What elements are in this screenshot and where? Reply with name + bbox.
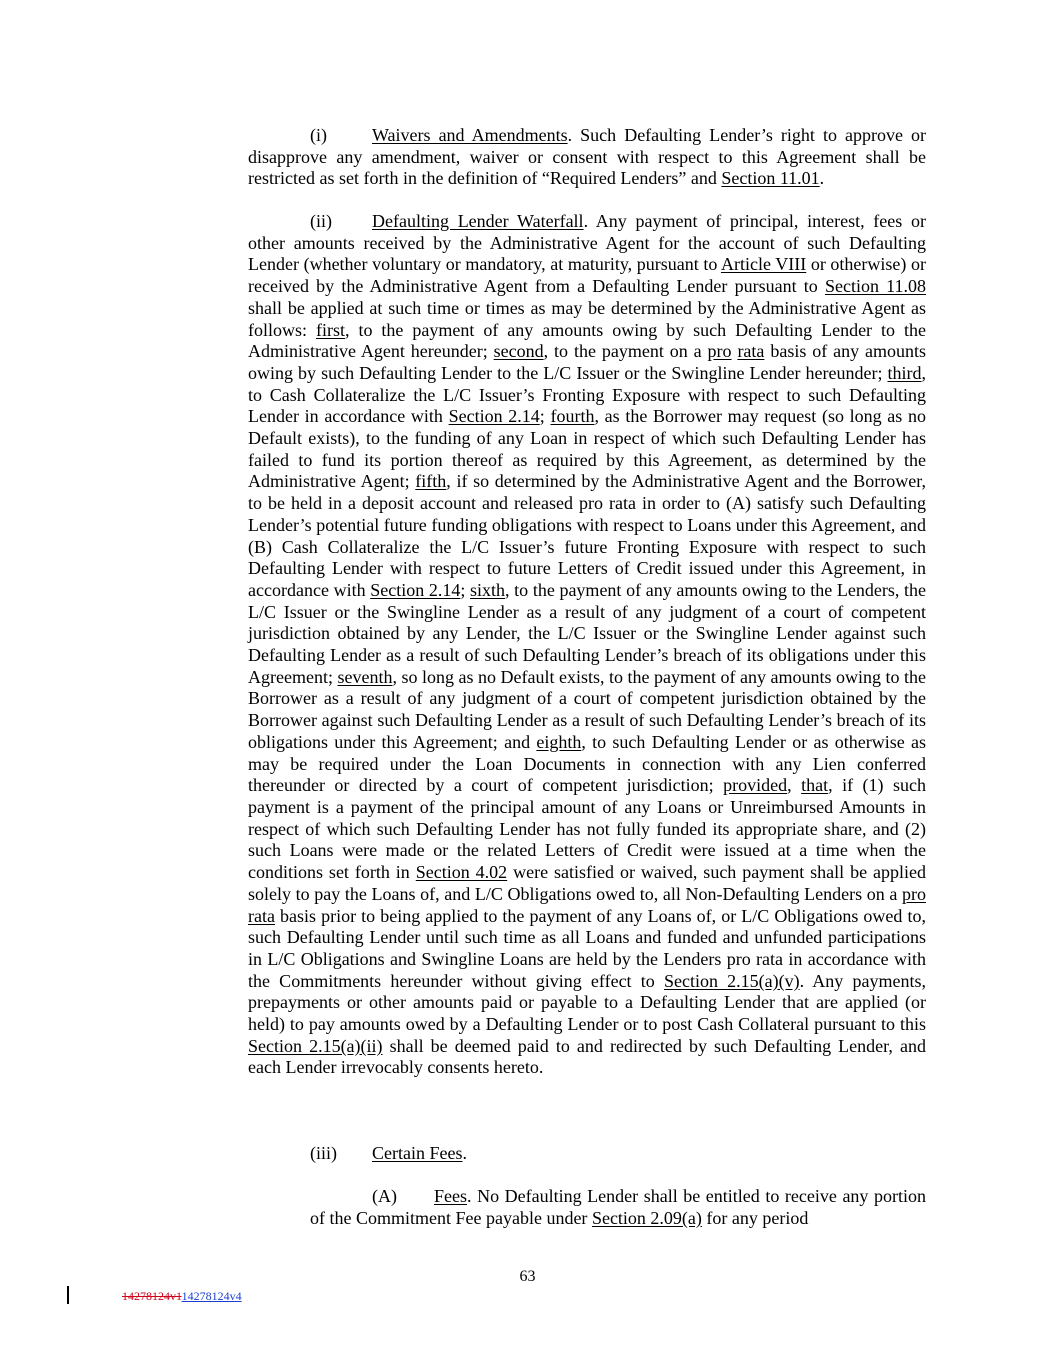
document-id: [122, 1289, 242, 1303]
ordinal-term: eighth: [536, 731, 582, 752]
clause-text: , to the payment on a: [543, 341, 708, 362]
clause-text: , if so determined by the Administrative Agent and the Borrower, to be held in a deposit account and released pro rata in order to (A) satisfy such Defaulting Lender’s potential future funding obligations with respect to Loans under this Agreement, and (B) Cash Collateralize the L/C Issuer’s future Fronting Exposure with respect to such Defaulting Lender with respect to future Letters of Credit issued under this Agreement, in accordance with: [248, 471, 926, 600]
clause-heading: Waivers and Amendments: [372, 125, 568, 145]
revision-change-bar: [67, 1286, 69, 1304]
clause-heading: Defaulting Lender Waterfall: [372, 211, 584, 231]
section-reference: Section 4.02: [415, 862, 508, 883]
paragraph-iii-certain-fees: [248, 1143, 926, 1165]
clause-text: , to Cash Collateralize the L/C Issuer’s Fronting Exposure with respect to such Defaulting Lender in accordance with: [248, 362, 926, 427]
latin-term: pro: [902, 883, 926, 904]
ordinal-term: second: [493, 341, 544, 362]
clause-text: shall be applied at such time or times as may be determined by the Administrative Agent as follows:: [248, 297, 926, 340]
clause-text: shall be deemed paid to and redirected by such Defaulting Lender, and each Lender irrevocably consents hereto.: [248, 1035, 926, 1078]
page-number: 63: [519, 1268, 536, 1285]
ordinal-term: sixth: [470, 579, 506, 600]
clause-text: , if (1) such payment is a payment of the principal amount of any Loans or Unreimbursed Amounts in respect of which such Defaulting Lender has not fully funded its appropriate share, and (2) such Loans were made or the related Letters of Credit were issued at a time when the conditions set forth in: [248, 775, 926, 883]
section-reference: Article VIII: [720, 254, 807, 275]
paragraph-ii-waterfall: [248, 211, 926, 1079]
clause-number: (ii): [310, 211, 332, 231]
clause-text: , to the payment of any amounts owing to the Lenders, the L/C Issuer or the Swingline Lender as a result of any judgment of a court of competent jurisdiction obtained by any Lender, the L/C Issuer or the Swingline Lender against such Defaulting Lender as a result of such Defaulting Lender’s breach of its obligations under this Agreement;: [248, 579, 926, 687]
ordinal-term: third: [887, 362, 922, 383]
document-id-deleted: 14278124v1: [122, 1289, 182, 1303]
clause-text: for any period: [701, 1207, 809, 1228]
clause-text: were satisfied or waived, such payment shall be applied solely to pay the Loans of, and L/C Obligations owed to, all Non-Defaulting Lenders on a: [248, 862, 927, 904]
paragraph-a-fees: [248, 1186, 926, 1229]
clause-text: basis prior to being applied to the payment of any Loans of, or L/C Obligations owed to, such Defaulting Lender until such time as all Loans and funded and unfunded participations in L/C Obligations and Swingline Loans are held by the Lenders pro rata in accordance with the Commitments hereunder without giving effect to: [248, 905, 926, 991]
clause-text: , to such Defaulting Lender or as otherwise as may be required under the Loan Documents in connection with any Lien conferred thereunder or directed by a court of competent jurisdiction;: [248, 731, 926, 796]
clause-text: , as the Borrower may request (so long as no Default exists), to the funding of any Loan in respect of which such Defaulting Lender has failed to fund its portion thereof as required by this Agreement, as determined by the Administrative Agent;: [248, 406, 926, 492]
clause-text: .: [819, 168, 825, 189]
clause-text: . Any payment of principal, interest, fees or other amounts received by the Administrative Agent for the account of such Defaulting Lender (whether voluntary or mandatory, at maturity, pursuant to: [248, 211, 926, 275]
latin-term: rata: [737, 341, 765, 362]
clause-text: , to the payment of any amounts owing by such Defaulting Lender to the Administrative Agent hereunder;: [248, 319, 926, 362]
clause-text: ,: [787, 775, 802, 796]
ordinal-term: fifth: [415, 471, 447, 492]
clause-text: ;: [460, 579, 471, 600]
clause-text: basis of any amounts owing by such Defaulting Lender to the L/C Issuer or the Swingline Lender hereunder;: [248, 341, 927, 383]
section-reference: Section 2.15(a)(v): [663, 970, 800, 991]
section-reference: Section 2.15(a)(ii): [248, 1035, 383, 1056]
section-reference: Section 11.08: [824, 276, 927, 297]
document-id-inserted: 14278124v4: [181, 1289, 242, 1303]
clause-text: . No Defaulting Lender shall be entitled to receive any portion of the Commitment Fee payable under: [310, 1186, 926, 1228]
paragraph-i-waivers: [248, 125, 926, 190]
clause-number: (i): [310, 125, 327, 145]
clause-text: .: [462, 1143, 467, 1163]
section-reference: Section 11.01: [721, 168, 820, 189]
clause-number: (iii): [310, 1143, 337, 1163]
section-reference: Section 2.14: [448, 406, 540, 427]
ordinal-term: fourth: [550, 406, 595, 427]
clause-number: (A): [372, 1186, 397, 1206]
proviso-term: provided: [723, 775, 788, 796]
clause-text: . Such Defaulting Lender’s right to approve or disapprove any amendment, waiver or consent with respect to this Agreement shall be restricted as set forth in the definition of “Required Lenders” and: [248, 125, 926, 189]
section-reference: Section 2.09(a): [591, 1207, 702, 1228]
clause-text: . Any payments, prepayments or other amounts paid or payable to a Defaulting Lender that are applied (or held) to pay amounts owed by a Defaulting Lender or to post Cash Collateral pursuant to this: [248, 970, 926, 1035]
section-reference: Section 2.14: [370, 579, 461, 600]
proviso-term: that: [801, 775, 829, 796]
latin-term: rata: [248, 905, 275, 926]
clause-text: or otherwise) or received by the Administrative Agent from a Defaulting Lender pursuant to: [248, 254, 926, 297]
clause-text: ;: [539, 406, 551, 427]
clause-text: , so long as no Default exists, to the payment of any amounts owing to the Borrower as a result of any judgment of a court of competent jurisdiction obtained by the Borrower against such Defaulting Lender as a result of such Defaulting Lender’s breach of its obligations under this Agreement; and: [248, 666, 927, 752]
clause-heading: Certain Fees: [372, 1143, 463, 1163]
ordinal-term: seventh: [337, 666, 393, 687]
clause-heading: Fees: [434, 1186, 467, 1206]
ordinal-term: first: [315, 319, 345, 340]
latin-term: pro: [707, 341, 732, 362]
